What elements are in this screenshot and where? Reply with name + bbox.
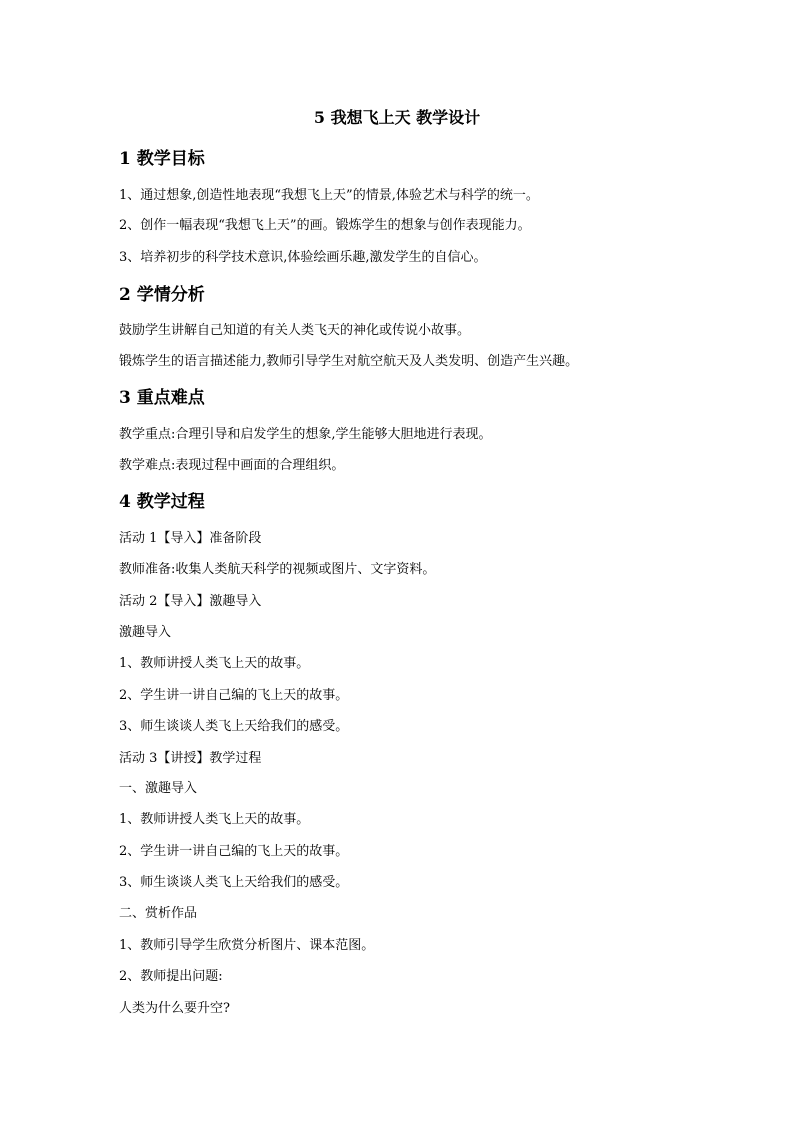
process-line: 活动 1【导入】准备阶段	[119, 531, 262, 546]
process-line: 活动 2【导入】激趣导入	[119, 594, 262, 609]
analysis-line-2: 锻炼学生的语言描述能力,教师引导学生对航空航天及人类发明、创造产生兴趣。	[119, 354, 579, 369]
section-heading-keypoints: 3 重点难点	[119, 388, 205, 408]
document-title: 5 我想飞上天 教学设计	[313, 108, 481, 127]
keypoints-line-2: 教学难点:表现过程中画面的合理组织。	[119, 458, 345, 473]
objective-line-2: 2、创作一幅表现“我想飞上天”的画。锻炼学生的想象与创作表现能力。	[119, 218, 531, 233]
process-line: 2、学生讲一讲自己编的飞上天的故事。	[119, 688, 349, 703]
process-line: 1、教师讲授人类飞上天的故事。	[119, 812, 310, 827]
process-line: 一、激趣导入	[119, 781, 198, 796]
process-line: 3、师生谈谈人类飞上天给我们的感受。	[119, 719, 349, 734]
process-line: 1、教师讲授人类飞上天的故事。	[119, 656, 310, 671]
process-line: 活动 3【讲授】教学过程	[119, 751, 262, 766]
process-line: 教师准备:收集人类航天科学的视频或图片、文字资料。	[119, 562, 436, 577]
analysis-line-1: 鼓励学生讲解自己知道的有关人类飞天的神化或传说小故事。	[119, 323, 471, 338]
objective-line-1: 1、通过想象,创造性地表现“我想飞上天”的情景,体验艺术与科学的统一。	[119, 188, 539, 203]
process-line: 2、教师提出问题:	[119, 969, 223, 984]
process-line: 二、赏析作品	[119, 906, 198, 921]
section-heading-objectives: 1 教学目标	[119, 149, 205, 169]
section-heading-analysis: 2 学情分析	[119, 285, 205, 305]
process-line: 3、师生谈谈人类飞上天给我们的感受。	[119, 875, 349, 890]
objective-line-3: 3、培养初步的科学技术意识,体验绘画乐趣,激发学生的自信心。	[119, 250, 487, 265]
keypoints-line-1: 教学重点:合理引导和启发学生的想象,学生能够大胆地进行表现。	[119, 427, 492, 442]
process-line: 人类为什么要升空?	[119, 1001, 230, 1016]
process-line: 2、学生讲一讲自己编的飞上天的故事。	[119, 844, 349, 859]
process-line: 激趣导入	[119, 625, 172, 640]
process-line: 1、教师引导学生欣赏分析图片、课本范图。	[119, 938, 375, 953]
section-heading-process: 4 教学过程	[119, 492, 205, 512]
